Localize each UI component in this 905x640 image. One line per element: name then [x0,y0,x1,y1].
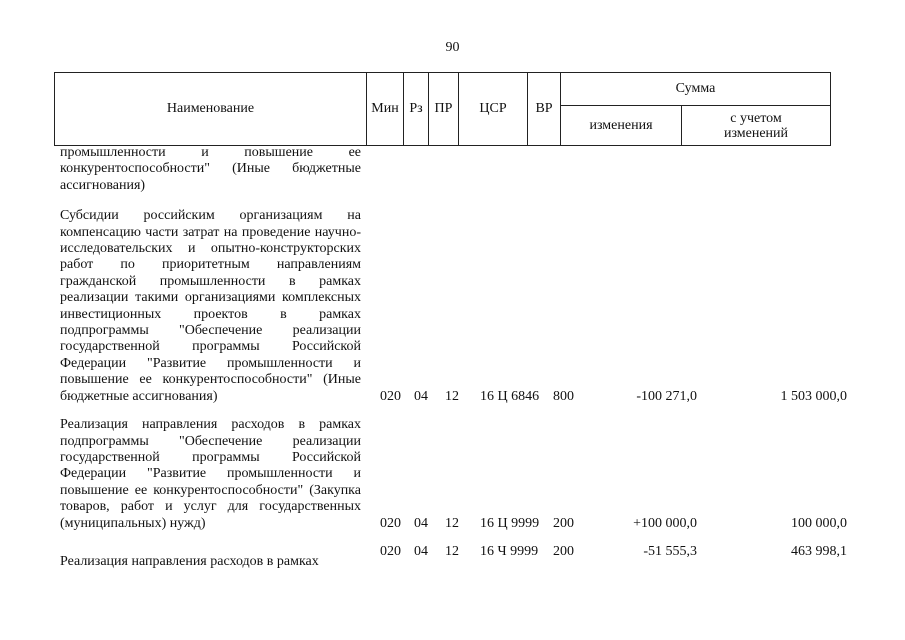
table-row [0,145,905,194]
row-min: 020 [380,515,401,531]
row-vr: 800 [553,388,574,404]
table-body [0,145,905,570]
row-name: Субсидии российским организациям на компенсацию части затрат на проведение научно-исследовательских и опытно-конструкторских работ по приоритетным направлениям гражданской промышленности в рамках реализации такими организациями комплексных инвестиционных проектов в рамках подпрограммы "Обеспечение реализации государственной программы Российской Федерации "Развитие промышленности и повышение ее конкурентоспособности" (Иные бюджетные ассигнования) [60,208,361,404]
row-vr: 200 [553,515,574,531]
row-rz: 04 [414,543,428,559]
row-name: промышленности и повышение ее конкурентоспособности" (Иные бюджетные ассигнования) [60,145,361,193]
row-with-changes: 1 503 000,0 [780,388,847,404]
row-csr: 16 Ч 9999 [480,543,539,559]
header-min: Мин [367,73,404,146]
row-changes: -100 271,0 [636,388,697,404]
row-with-changes: 463 998,1 [791,543,847,559]
header-pr: ПР [429,73,459,146]
row-changes: +100 000,0 [633,515,697,531]
table-row [0,544,905,570]
row-name: Реализация направления расходов в рамках [60,553,319,569]
header-vr: ВР [528,73,561,146]
row-name: Реализация направления расходов в рамках подпрограммы "Обеспечение реализации государственной программы Российской Федерации "Развитие промышленности и повышение ее конкурентоспособности" (Закупка товаров, работ и услуг для государственных (муниципальных) нужд) [60,417,361,531]
row-with-changes: 100 000,0 [791,515,847,531]
table-header [54,72,831,146]
header-sum: Сумма [561,73,831,106]
row-rz: 04 [414,515,428,531]
row-csr: 16 Ц 9999 [480,515,540,531]
row-pr: 12 [445,515,459,531]
page-number: 90 [445,40,460,55]
row-rz: 04 [414,388,428,404]
row-csr: 16 Ц 6846 [480,388,540,404]
header-with-changes-line1: с учетом [730,110,782,126]
header-with-changes [682,106,831,146]
header-name: Наименование [55,73,367,146]
header-rz: Рз [404,73,429,146]
table-row [0,208,905,405]
row-vr: 200 [553,543,574,559]
row-min: 020 [380,543,401,559]
header-changes: изменения [561,106,682,146]
table-row [0,417,905,532]
row-pr: 12 [445,388,459,404]
row-min: 020 [380,388,401,404]
header-csr: ЦСР [459,73,528,146]
row-changes: -51 555,3 [643,543,697,559]
header-with-changes-line2: изменений [723,125,789,141]
row-pr: 12 [445,543,459,559]
